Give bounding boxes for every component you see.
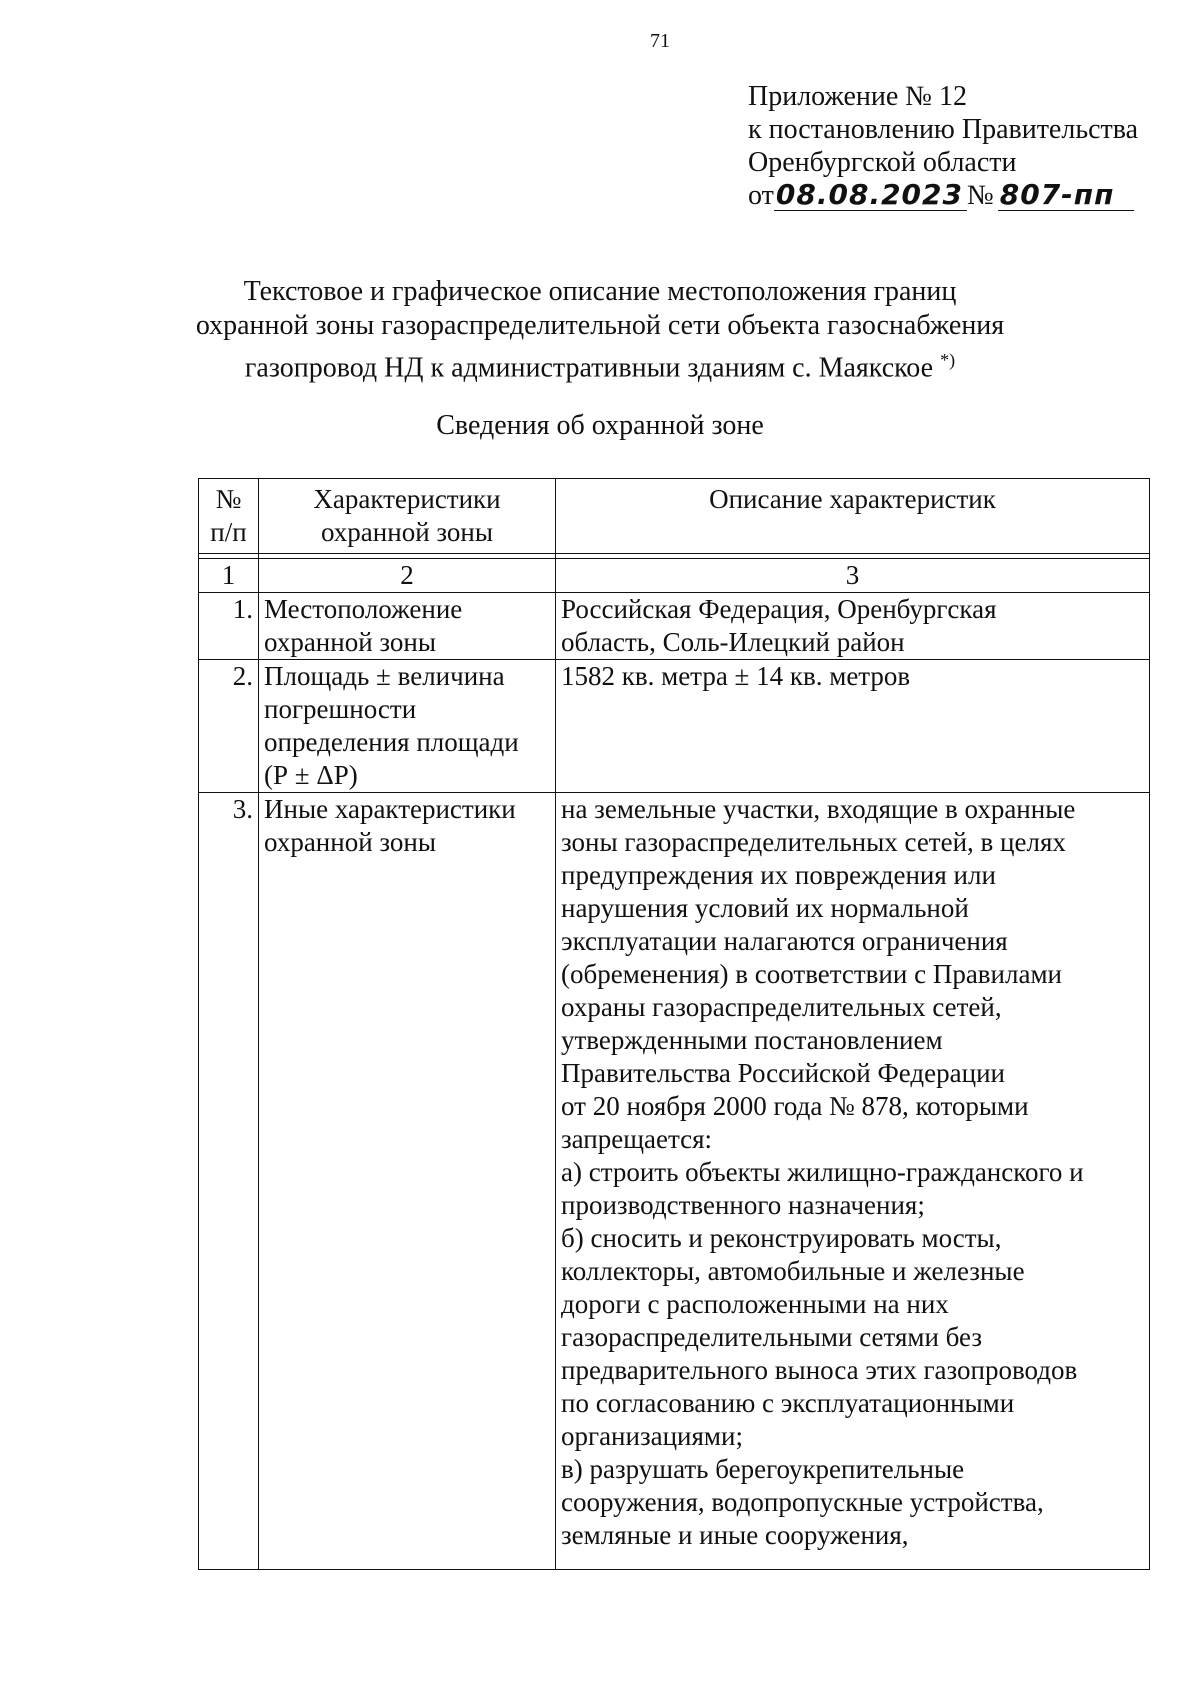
column-number: 3	[556, 559, 1150, 593]
cell-line: Российская Федерация, Оренбургская	[561, 594, 997, 624]
cell-line: запрещается:	[561, 1124, 713, 1154]
cell-line: утвержденными постановлением	[561, 1025, 943, 1055]
cell-line: предупреждения их повреждения или	[561, 860, 996, 890]
cell-line: от 20 ноября 2000 года № 878, которыми	[561, 1091, 1029, 1121]
cell-line: б) сносить и реконструировать мосты,	[561, 1223, 1002, 1253]
cell-line: охранной зоны	[264, 627, 437, 657]
appendix-title: Приложение № 12	[748, 81, 967, 112]
cell-line: эксплуатации налагаются ограничения	[561, 926, 1008, 956]
header-num-line-1: №	[215, 484, 242, 514]
row-characteristic	[259, 793, 556, 1570]
title-line-3	[0, 343, 1200, 385]
cell-line: погрешности	[264, 694, 417, 724]
table-row	[199, 793, 1150, 1570]
title-line-3-text: газопровод НД к административныи зданиям с. Маякское	[244, 352, 934, 384]
cell-line: в) разрушать берегоукрепительные	[561, 1454, 965, 1484]
row-characteristic	[259, 593, 556, 660]
header-description: Описание характеристик	[556, 479, 1150, 554]
page-number: 71	[650, 30, 670, 52]
row-number: 3.	[199, 793, 259, 1570]
cell-line: охранной зоны	[264, 827, 437, 857]
row-number: 1.	[199, 593, 259, 660]
cell-line: определения площади	[264, 727, 519, 757]
column-number: 1	[199, 559, 259, 593]
appendix-date-line	[748, 179, 1138, 212]
title-line-1: Текстовое и графическое описание местоположения границ	[243, 276, 957, 307]
cell-line: нарушения условий их нормальной	[561, 893, 969, 923]
cell-line: Правительства Российской Федерации	[561, 1058, 1005, 1088]
zone-info-table	[198, 478, 1150, 1570]
cell-line: организациями;	[561, 1421, 743, 1451]
section-subtitle: Сведения об охранной зоне	[436, 410, 764, 441]
table-row	[199, 660, 1150, 793]
cell-line: а) строить объекты жилищно-гражданского и	[561, 1157, 1084, 1187]
appendix-line-3: Оренбургской области	[748, 147, 1017, 178]
row-description	[556, 660, 1150, 793]
column-numbers-row	[199, 559, 1150, 593]
number-prefix: №	[967, 180, 994, 211]
cell-line: (обременения) в соответствии с Правилами	[561, 959, 1062, 989]
cell-line: область, Соль-Илецкий район	[561, 627, 905, 657]
row-description	[556, 593, 1150, 660]
table-row	[199, 593, 1150, 660]
cell-line: сооружения, водопропускные устройства,	[561, 1487, 1044, 1517]
cell-line: на земельные участки, входящие в охранные	[561, 794, 1076, 824]
cell-line: коллекторы, автомобильные и железные	[561, 1256, 1025, 1286]
row-characteristic	[259, 660, 556, 793]
cell-line: предварительного выноса этих газопроводов	[561, 1355, 1078, 1385]
cell-line: Местоположение	[264, 594, 463, 624]
appendix-line-2: к постановлению Правительства	[748, 114, 1139, 145]
title-line-2: охранной зоны газораспределительной сети объекта газоснабжения	[195, 310, 1005, 341]
header-characteristics	[259, 479, 556, 554]
header-char-line-1: Характеристики	[313, 484, 501, 514]
table-header-row	[199, 479, 1150, 554]
cell-line: Иные характеристики	[264, 794, 516, 824]
row-number: 2.	[199, 660, 259, 793]
cell-line: газораспределительными сетями без	[561, 1322, 983, 1352]
cell-line: земляные и иные сооружения,	[561, 1520, 909, 1550]
cell-line: зоны газораспределительных сетей, в целях	[561, 827, 1066, 857]
cell-line: дороги с расположенными на них	[561, 1289, 949, 1319]
header-char-line-2: охранной зоны	[320, 517, 493, 547]
date-prefix: от	[748, 180, 774, 211]
cell-line: по согласованию с эксплуатационными	[561, 1388, 1015, 1418]
document-title	[0, 275, 1200, 385]
row-description	[556, 793, 1150, 1570]
handwritten-number: 807-пп	[998, 180, 1134, 211]
footnote-mark: *)	[940, 350, 956, 370]
appendix-block	[748, 80, 1138, 212]
header-num-line-2: п/п	[210, 517, 247, 547]
header-num	[199, 479, 259, 554]
cell-line: 1582 кв. метра ± 14 кв. метров	[561, 661, 911, 691]
handwritten-date: 08.08.2023	[774, 180, 967, 211]
column-number: 2	[259, 559, 556, 593]
cell-line: производственного назначения;	[561, 1190, 925, 1220]
cell-line: Площадь ± величина	[264, 661, 505, 691]
cell-line: охраны газораспределительных сетей,	[561, 992, 1002, 1022]
cell-line: (Р ± ΔР)	[264, 760, 358, 790]
